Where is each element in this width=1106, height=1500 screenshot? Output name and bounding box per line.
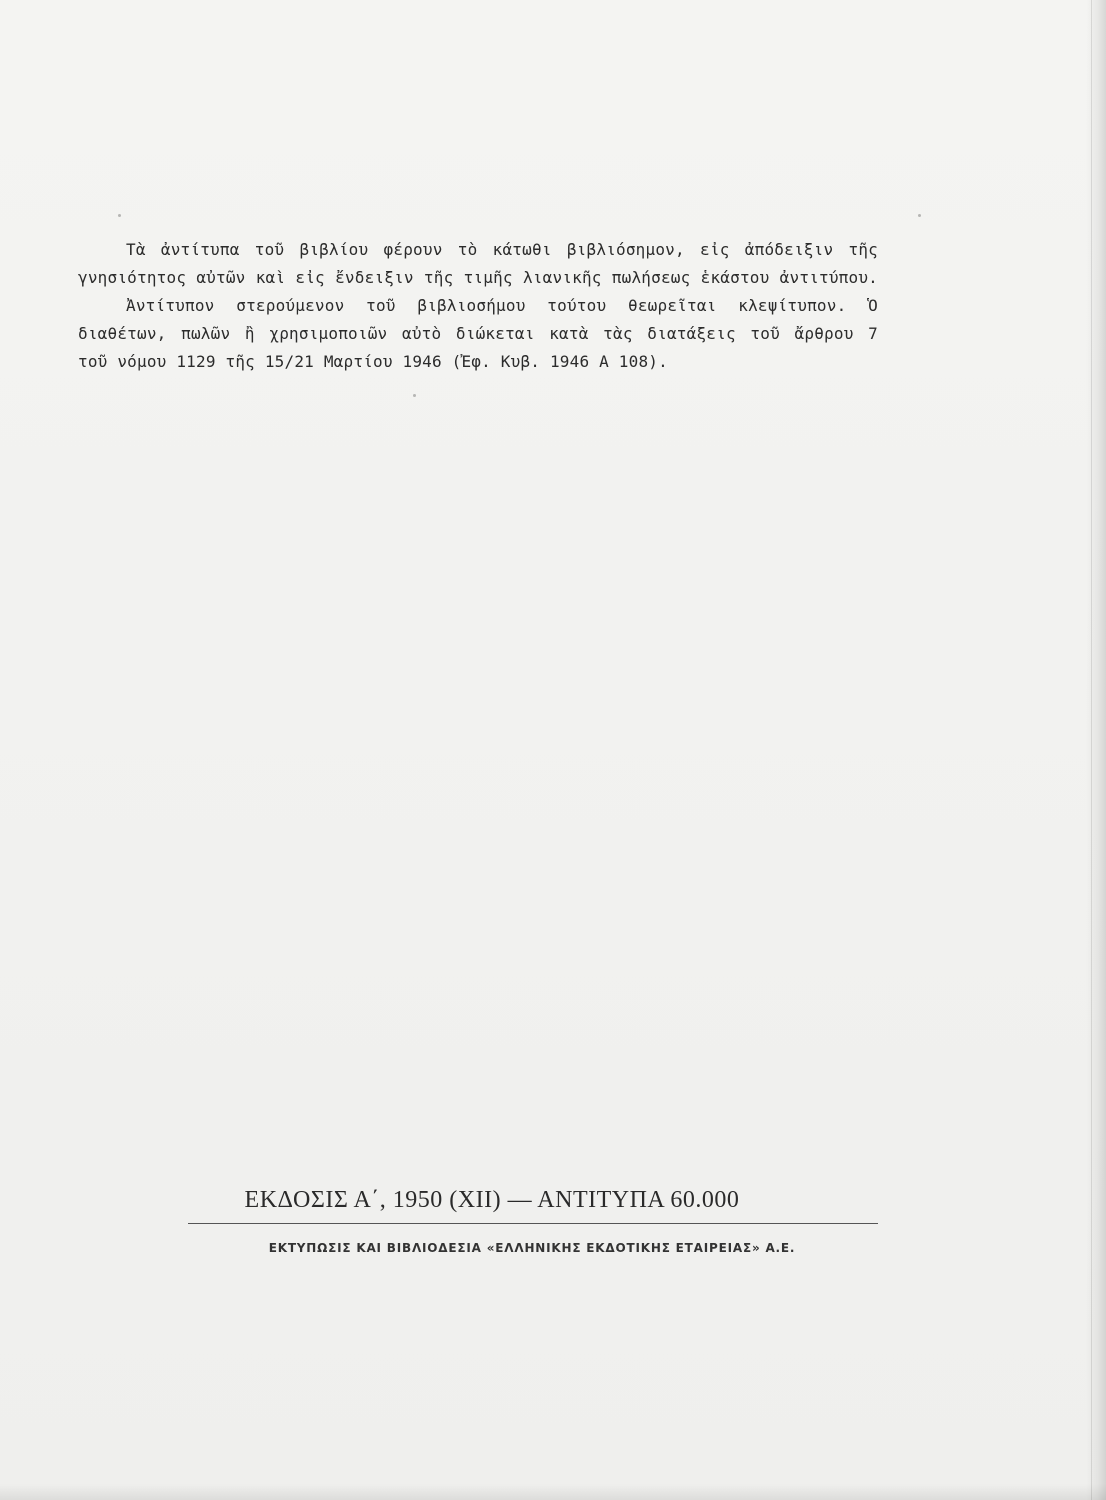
page-right-edge-line [1091,0,1092,1500]
notice-line: τοῦ νόμου 1129 τῆς 15/21 Μαρτίου 1946 (Ἐφ. Κυβ. 1946 Α 108). [78,352,668,371]
printer-statement: ΕΚΤΥΠΩΣΙΣ ΚΑΙ ΒΙΒΛΙΟΔΕΣΙΑ «ΕΛΛΗΝΙΚΗΣ ΕΚΔΟΤΙΚΗΣ ΕΤΑΙΡΕΙΑΣ» Α.Ε. [268,1241,796,1255]
divider-rule [188,1223,878,1224]
paper-speck [413,394,416,397]
edition-statement: ΕΚΔΟΣΙΣ Α΄, 1950 (XII) — ΑΝΤΙΤΥΠΑ 60.000 [244,1187,740,1213]
copyright-notice [78,236,878,376]
notice-line: Ἀντίτυπον στερούμενον τοῦ βιβλιοσήμου τούτου θεωρεῖται κλεψίτυπον. Ὁ [126,296,878,315]
paper-speck [118,214,121,217]
notice-line: γνησιότητος αὐτῶν καὶ εἰς ἔνδειξιν τῆς τιμῆς λιανικῆς πωλήσεως ἑκάστου ἀντιτύπου. [78,268,878,287]
paper-speck [918,214,921,217]
notice-line: διαθέτων, πωλῶν ἢ χρησιμοποιῶν αὐτὸ διώκεται κατὰ τὰς διατάξεις τοῦ ἄρθρου 7 [78,324,878,343]
notice-line: Τὰ ἀντίτυπα τοῦ βιβλίου φέρουν τὸ κάτωθι βιβλιόσημον, εἰς ἀπόδειξιν τῆς [126,240,878,259]
page-bottom-edge [0,1484,1106,1500]
page-right-edge [1086,0,1106,1500]
